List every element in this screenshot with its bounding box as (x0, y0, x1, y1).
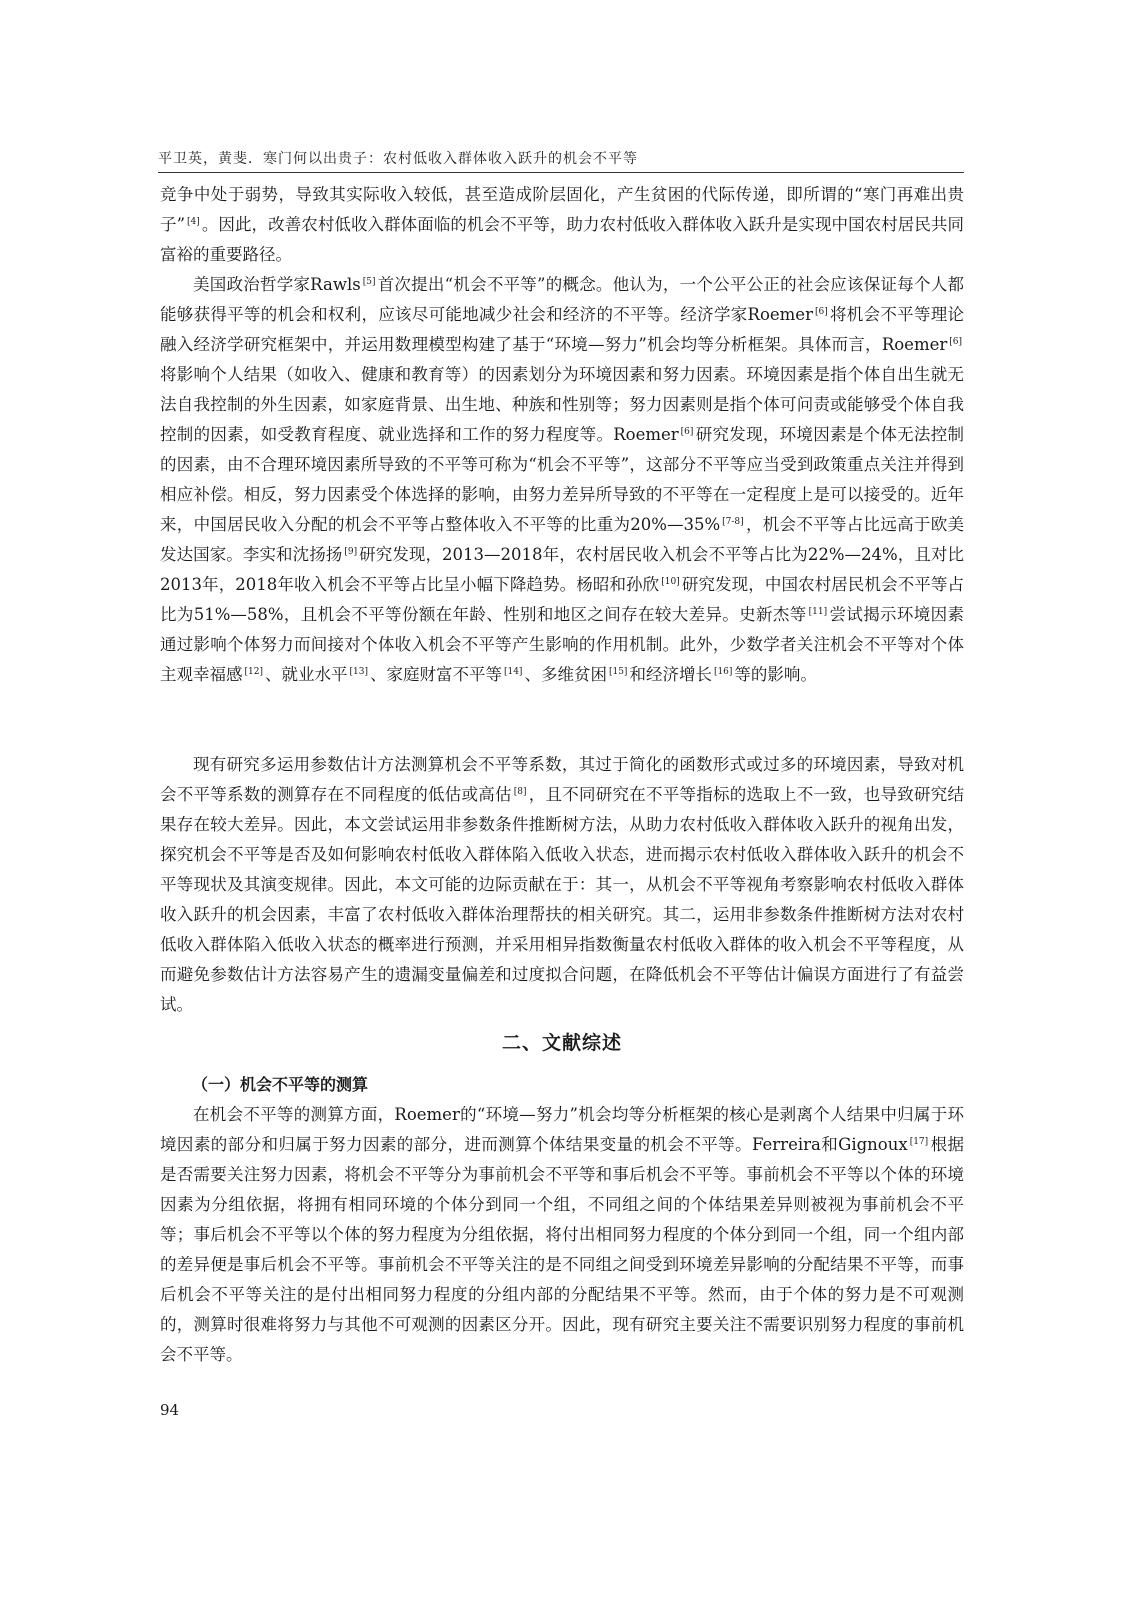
text-segment: 、就业水平 (264, 665, 348, 684)
citation-marker: [5] (362, 277, 376, 287)
citation-marker: [7-8] (722, 517, 744, 527)
text-segment: 将机会不平等理论融入经济学研究框架中，并运用数理模型构建了基于“环境—努力”机会均等分析框架。具体而言，Roemer (160, 305, 965, 354)
text-segment: 研究发现，2013—2018年，农村居民收入机会不平等占比为22%—24%，且对比2013年，2018年收入机会不平等占比呈小幅下降趋势。杨昭和孙欣 (160, 545, 964, 594)
text-segment: 等的影响。 (734, 665, 817, 684)
subsection-heading: （一）机会不平等的测算 (192, 1075, 369, 1094)
text-segment: 根据是否需要关注努力因素，将机会不平等分为事前机会不平等和事后机会不平等。事前机会不平等以个体的环境因素为分组依据，将拥有相同环境的个体分到同一个组，不同组之间的个体结果差异则被视为事前机会不平等；事后机会不平等以个体的努力程度为分组依据，将付出相同努力程度的个体分到同一个组，同一个组内部的差异便是事后机会不平等。事前机会不平等关注的是不同组之间受到环境差异影响的分配结果不平等，而事后机会不平等关注的是付出相同努力程度的分组内部的分配结果不平等。然而，由于个体的努力是不可观测的，测算时很难将努力与其他不可观测的因素区分开。因此，现有研究主要关注不需要识别努力程度的事前机会不平等。 (160, 1135, 965, 1364)
text-segment: ，机会不平等占比远高于欧美发达国家。李实和沈扬扬 (160, 515, 965, 564)
paragraph-research-contribution (160, 750, 964, 1020)
section-heading: 二、文献综述 (501, 1032, 622, 1054)
text-segment: 研究发现，中国农村居民机会不平等占比为51%—58%，且机会不平等份额在年龄、性别和地区之间存在较大差异。史新杰等 (160, 575, 965, 624)
citation-marker: [10] (661, 577, 680, 587)
citation-marker: [16] (713, 667, 733, 677)
text-segment: 现有研究多运用参数估计方法测算机会不平等系数，其过于简化的函数形式或过多的环境因素，导致对机会不平等系数的测算存在不同程度的低估或高估 (160, 755, 964, 804)
citation-marker: [13] (349, 667, 368, 677)
text-segment: 尝试揭示环境因素通过影响个体努力而间接对个体收入机会不平等产生影响的作用机制。此外，少数学者关注机会不平等对个体主观幸福感 (160, 605, 964, 684)
header-divider (158, 172, 964, 173)
citation-marker: [17] (909, 1137, 929, 1147)
text-segment: 和经济增长 (629, 665, 712, 684)
paragraph-measurement (160, 1100, 964, 1370)
paragraph-rawls-roemer (160, 270, 964, 690)
citation-marker: [6] (680, 427, 694, 437)
citation-marker: [6] (814, 307, 828, 317)
text-segment: 在机会不平等的测算方面，Roemer的“环境—努力”机会均等分析框架的核心是剥离个人结果中归属于环境因素的部分和归属于努力因素的部分，进而测算个体结果变量的机会不平等。Ferreira和Gignoux (160, 1105, 964, 1154)
text-segment: 首次提出“机会不平等”的概念。他认为，一个公平公正的社会应该保证每个人都能够获得平等的机会和权利，应该尽可能地减少社会和经济的不平等。经济学家Roemer (160, 275, 964, 324)
text-segment: 竞争中处于弱势，导致其实际收入较低，甚至造成阶层固化，产生贫困的代际传递，即所谓的“寒门再难出贵子” (160, 185, 964, 234)
citation-marker: [9] (344, 547, 358, 557)
citation-marker: [8] (513, 787, 527, 797)
text-segment: 研究发现，环境因素是个体无法控制的因素，由不合理环境因素所导致的不平等可称为“机会不平等”，这部分不平等应当受到政策重点关注并得到相应补偿。相反，努力因素受个体选择的影响，由努力差异所导致的不平等在一定程度上是可以接受的。近年来，中国居民收入分配的机会不平等占整体收入不平等的比重为20%—35% (160, 425, 965, 534)
citation-marker: [11] (808, 607, 828, 617)
running-header: 平卫英，黄斐．寒门何以出贵子：农村低收入群体收入跃升的机会不平等 (158, 151, 638, 167)
text-segment: 。因此，改善农村低收入群体面临的机会不平等，助力农村低收入群体收入跃升是实现中国农村居民共同富裕的重要路径。 (160, 215, 965, 264)
text-segment: 、多维贫困 (524, 665, 607, 684)
text-segment: 将影响个人结果（如收入、健康和教育等）的因素划分为环境因素和努力因素。环境因素是指个体自出生就无法自我控制的外生因素，如家庭背景、出生地、种族和性别等；努力因素则是指个体可问责或能够受个体自我控制的因素，如受教育程度、就业选择和工作的努力程度等。Roemer (160, 365, 964, 444)
citation-marker: [4] (187, 217, 200, 227)
citation-marker: [15] (608, 667, 628, 677)
text-segment: ，且不同研究在不平等指标的选取上不一致，也导致研究结果存在较大差异。因此，本文尝试运用非参数条件推断树方法，从助力农村低收入群体收入跃升的视角出发，探究机会不平等是否及如何影响农村低收入群体陷入低收入状态，进而揭示农村低收入群体收入跃升的机会不平等现状及其演变规律。因此，本文可能的边际贡献在于：其一，从机会不平等视角考察影响农村低收入群体收入跃升的机会因素，丰富了农村低收入群体治理帮扶的相关研究。其二，运用非参数条件推断树方法对农村低收入群体陷入低收入状态的概率进行预测，并采用相异指数衡量农村低收入群体的收入机会不平等程度，从而避免参数估计方法容易产生的遗漏变量偏差和过度拟合问题，在降低机会不平等估计偏误方面进行了有益尝试。 (160, 785, 964, 1014)
citation-marker: [6] (949, 337, 962, 347)
citation-marker: [14] (503, 667, 523, 677)
text-segment: 、家庭财富不平等 (369, 665, 502, 684)
text-segment: 美国政治哲学家Rawls (193, 275, 361, 294)
citation-marker: [12] (244, 667, 263, 677)
page-number: 94 (160, 1401, 180, 1419)
paragraph-intro-continuation (160, 180, 964, 270)
